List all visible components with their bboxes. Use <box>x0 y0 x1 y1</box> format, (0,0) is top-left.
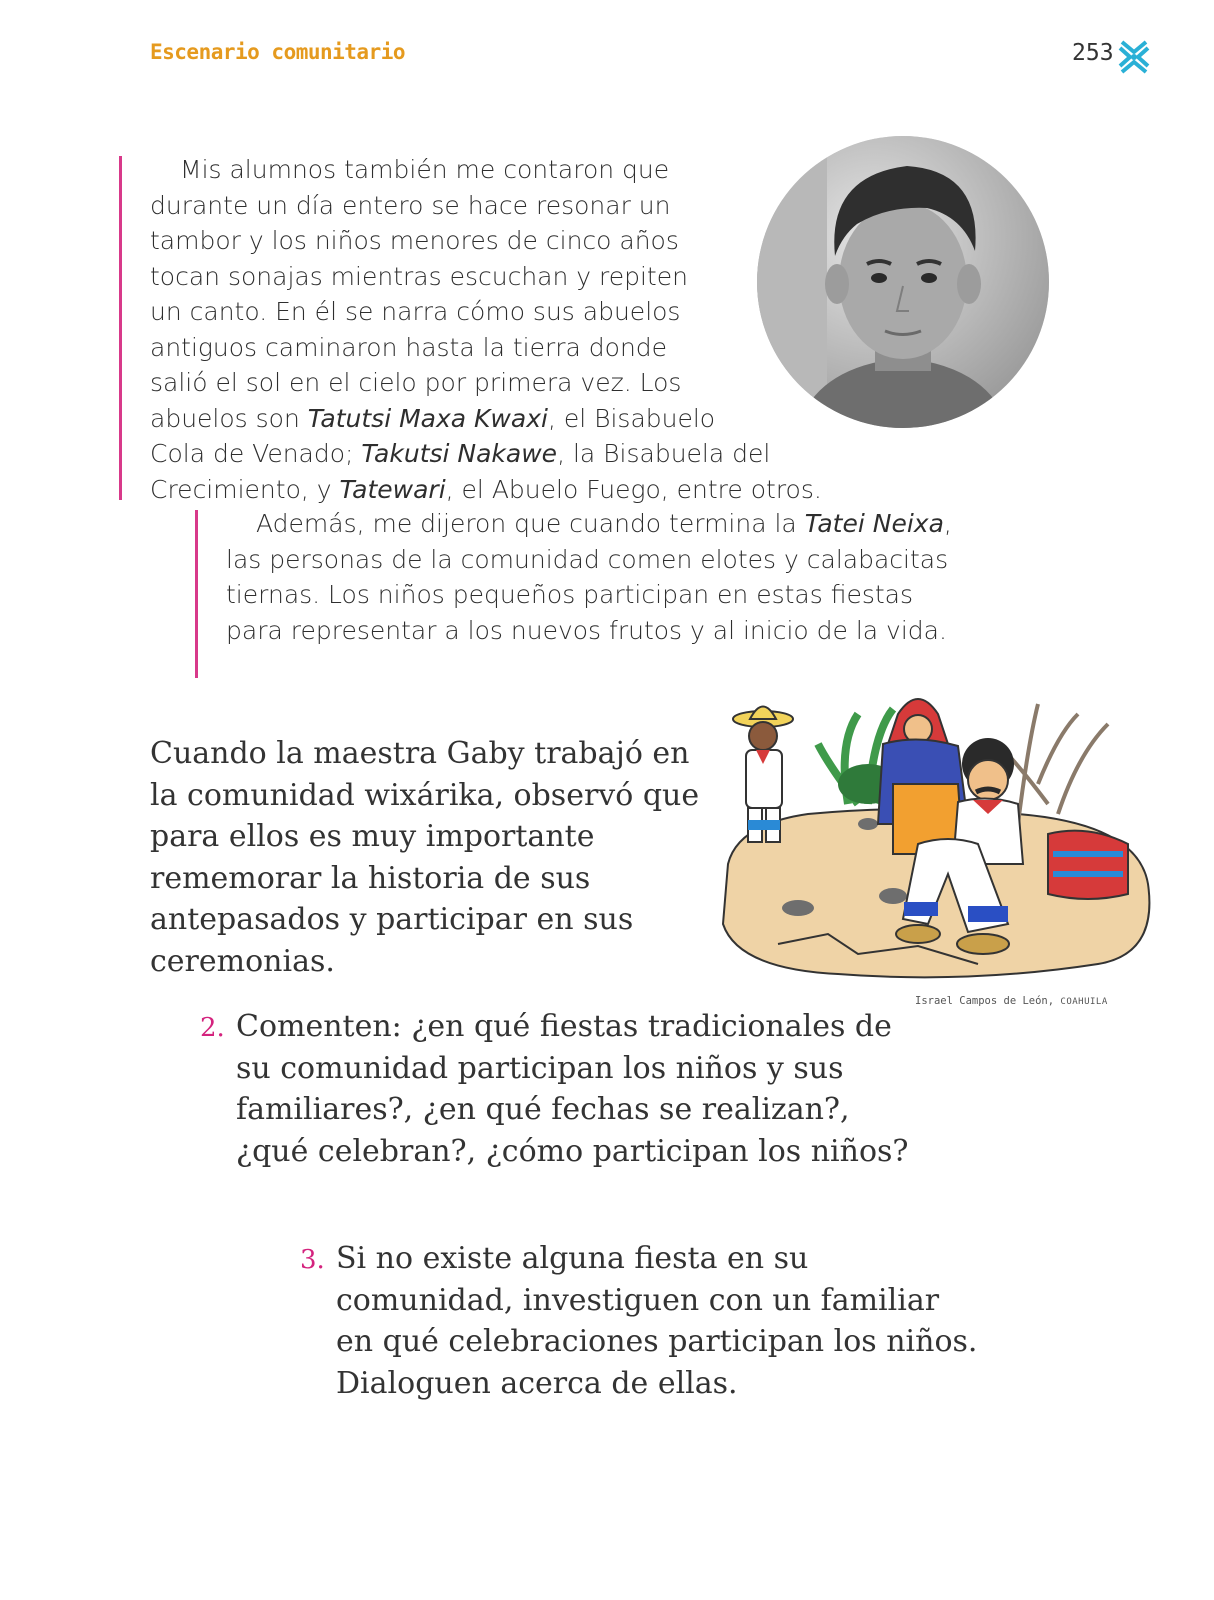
quote-text: , las personas de la comunidad comen elotes y calabacitas tiernas. Los niños pequeños participan en estas fiestas para representar a los nuevos frutos y al inicio de la vida. <box>226 509 952 645</box>
question-number: 2. <box>200 1013 225 1043</box>
deity-name: Takutsi Nakawe <box>361 439 558 468</box>
credit-author: Israel Campos de León, <box>915 995 1055 1007</box>
quote-bar-1 <box>119 156 122 500</box>
activity-question-3 <box>300 1238 980 1404</box>
question-text: Comenten: ¿en qué fiestas tradicionales de su comunidad participan los niños y sus familiares?, ¿en qué fechas se realizan?, ¿qué celebran?, ¿cómo participan los niños? <box>236 1009 909 1169</box>
quote-text: , el Abuelo Fuego, entre otros. <box>445 474 822 504</box>
quote-text: Además, me dijeron que cuando termina la <box>256 509 805 538</box>
quote-text: Mis alumnos también me contaron que durante un día entero se hace resonar un tambor y los niños menores de cinco años tocan sonajas mientras escuchan y repiten un canto. En él se narra cómo sus abuelos antiguos caminaron hasta la tierra donde salió el sol en el cielo por primera vez. Los abuelos son <box>150 155 688 433</box>
textbook-logo-icon <box>1116 38 1152 76</box>
deity-name: Tatewari <box>339 474 446 504</box>
question-number: 3. <box>300 1245 325 1275</box>
section-title: Escenario comunitario <box>150 40 406 64</box>
illustration-credit <box>915 995 1108 1007</box>
wixarika-family-illustration <box>718 684 1158 992</box>
credit-region: COAHUILA <box>1060 997 1108 1007</box>
quote-text: , la Bisabuela del Crecimiento, y <box>150 439 771 504</box>
festival-name: Tatei Neixa <box>804 509 944 538</box>
quote-bar-2 <box>195 510 198 678</box>
activity-question-2 <box>200 1006 920 1172</box>
page-number: 253 <box>1072 40 1114 66</box>
deity-name: Tatutsi Maxa Kwaxi <box>307 403 548 433</box>
student-portrait-photo <box>757 136 1049 428</box>
quote-block-2 <box>226 506 966 648</box>
quote-paragraph-2 <box>226 506 966 648</box>
quote-text: , el Bisabuelo Cola de Venado; <box>150 403 716 468</box>
question-text: Si no existe alguna fiesta en su comunidad, investiguen con un familiar en qué celebraciones participan los niños. Dialoguen acerca de ellas. <box>336 1241 978 1401</box>
intro-paragraph: Cuando la maestra Gaby trabajó en la comunidad wixárika, observó que para ellos es muy importante rememorar la historia de sus antepasados y participar en sus ceremonias. <box>150 736 700 979</box>
